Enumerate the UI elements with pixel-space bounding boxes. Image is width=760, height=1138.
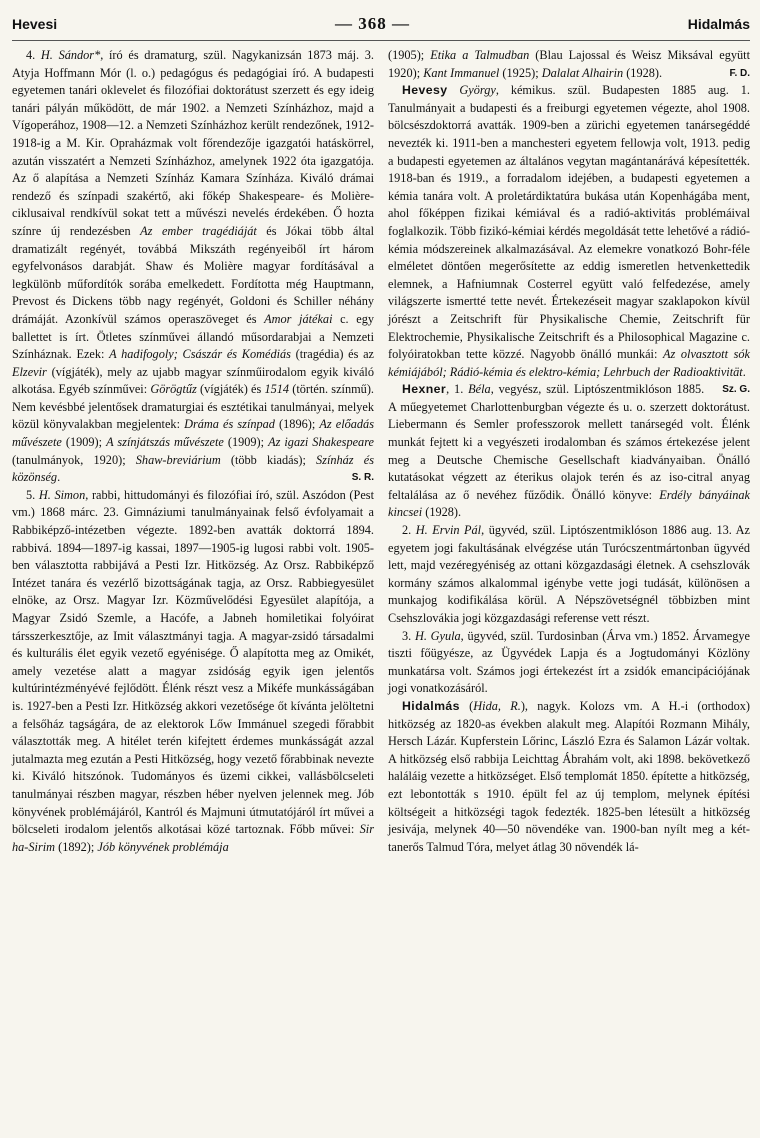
italic-text: A színjátszás művészete <box>106 435 224 450</box>
italic-text: H. Gyula <box>414 628 461 643</box>
italic-text: Dalalat Alhairin <box>541 65 624 80</box>
italic-text: Hida, R. <box>473 698 521 713</box>
italic-text: György <box>459 83 496 98</box>
italic-text: Sir ha-Sirim <box>12 822 374 854</box>
text-run: . <box>742 364 746 379</box>
header-right-keyword: Hidalmás <box>687 16 750 32</box>
italic-text: Jób könyvének problémája <box>97 839 229 854</box>
text-run: , író és dramaturg, szül. Nagykanizsán 1873 máj. 3. Atyja Hoffmann Mór (l. o.) pedagógus és pedagógiai író. A budapesti egyetemen tanári oklevelet és filozófiai doktorátust szerzett és egy ideig tanári pályán működött, de már 1902. a Nemzeti Színházhoz, majd a Vígoperához, 1908—12. a Nemzeti Színházhoz került rendezőnek, 1912- 1918-ig a M. Kir. Opraházmak volt főrendezője igazgatói hatáskörrel, azután visszatért a Nemzeti Színházhoz, amelynek 1922 óta igazgatója. Az ő alapítása a Nemzeti Színház Kamara Színháza. Kiváló drámai rendező és színpadi szakértő, aki főkép Shakespeare- és Molière-ciklusaival rendkívül sokat tett a művészi nevelés érdekében. Ő hozta színre új rendezésben <box>12 48 374 238</box>
italic-text: Elzevir <box>12 364 47 379</box>
text-run: (tragédia) és az <box>290 347 374 362</box>
text-run: (Blau Lajossal és Weisz Miksával együtt 1920); <box>388 48 750 80</box>
italic-text: H. Simon <box>38 487 86 502</box>
text-run: , vegyész, szül. Liptószentmiklóson 1885. A műegyetemet Charlottenburgban végezte és u. o. szerzett doktorátust. Liebermann és Semler professzorok mellett tanársegéd volt. Élénk munkát fejtett ki a vegyészeti irodalomban és számos értekezése jelent meg a Deutsche Chemische Gesellschaft kiadványaiban. Önálló kutatásokat végzett az éterikus olajok terén és az iso-citral anyag feltalálása az ő nevéhez fűződik. Önálló könyve: <box>388 382 750 502</box>
entry-paragraph <box>388 522 750 628</box>
italic-text: H. Sándor* <box>40 48 101 62</box>
text-run: . <box>57 470 61 485</box>
text-run: (történ. színmű). Nem kevésbbé jelentősek dramaturgiai és esztétikai tanulmányai, melyek közül könyvalakban megjelentek: <box>12 382 374 432</box>
italic-text: Az olvasztott sók kémiájából; Rádió-kémia és elektro-kémia; Lehrbuch der Radioaktivität <box>388 347 750 379</box>
italic-text: Színház és közönség <box>12 452 374 485</box>
entry-headword: Hevesy <box>402 83 448 98</box>
text-run: 4. <box>26 48 41 62</box>
text-run: c. egy ballettet is írt. Ötletes színművei állandó műsordarabjai a Nemzeti Színháznak. Ezek: <box>12 311 374 362</box>
page-number: — 368 — <box>334 14 410 33</box>
text-run: , rabbi, hittudományi és filozófiai író, szül. Aszódon (Pest vm.) 1868 márc. 23. Gimnáziumi tanulmányainak felső évfolyamait a Rabbiképző-intézetben végezte. 1892-ben avatták doktorrá 1894. rabbivá. 1894—1897-ig kassai, 1897—1905-ig lugosi rabbi volt. 1905-ben választotta rabbijává a Pesti Izr. Hitközség. Az Orsz. Rabbiképző Intézet tanára és vezérlő bizottságának tagja, az Orsz. Rabbiegyesület elnöke, az Orsz. Magyar Izr. Közművelődési Egyesület alapítója, a Magyar Zsidó Szemle, a Hacófe, a Jabneh homiletikai folyóirat társszerkesztője, az Imit választmányi tagja. A magyar-zsidó társadalmi és kulturális élet egyik vezető egyénisége. Ő alapította meg az Omikét, amely vezetése alatt a magyar zsidóság egyik igen jelentős kultúrintézményévé fejlődött. Élénk részt vesz a Mikéfe munkásságában is. 1927-ben a Pesti Izr. Hitközség akkori vezetősége őt kívánta jelöltetni a felsőház tagságára, de az elektorok Lőw Immánuel szegedi főrabbit választották meg. A hitélet terén kifejtett érdemes munkásságát azzal jutalmazta meg ezután a Pesti Hitközség, hogy vezető főrabbinak nevezte ki. Kiváló hitszónok. Tudományos és üzemi cikkei, vallásbölcseleti tanulmányai részben magyar, részben héber nyelven jelennek meg. Jób könyvének problémájáról, Kantról és Majmuni útmutatójáról írt művei a bölcseleti irodalom jelentős alkotásai közé tartoznak. Főbb művei: <box>12 487 374 837</box>
italic-text: A hadifogoly; Császár és Komédiás <box>109 347 291 362</box>
italic-text: Amor játékai <box>264 311 333 326</box>
italic-text: Az igazi Shakespeare <box>268 435 374 450</box>
text-run: (vígjáték) és <box>196 382 265 397</box>
text-run: (több kiadás); <box>220 452 317 467</box>
text-run: és Jókai több által dramatizált regényét, továbbá Mikszáth regényeiből írt három egyfelvonásos darabját. Shaw és Molière magyar fordításával a legkülönb műfordítók sorába emelkedett. Fordította még Hauptmann, Prevost és Dickens több nagy regényét, Goldoni és Schiller néhány drámáját. Azonkívül számos operaszöveget és <box>12 223 374 326</box>
text-run: (1909); <box>223 435 269 450</box>
text-run: (1905); <box>388 48 431 62</box>
italic-text: Dráma és színpad <box>184 417 275 432</box>
italic-text: Görögtűz <box>150 382 197 397</box>
italic-text: Az előadás művészete <box>12 417 374 450</box>
text-run: , 1. <box>446 382 469 397</box>
text-run: (1892); <box>55 839 98 854</box>
text-run: (1896); <box>274 417 320 432</box>
text-run: (1925); <box>499 65 542 80</box>
entry-paragraph <box>388 47 750 82</box>
entry-headword: Hexner <box>402 382 447 397</box>
italic-text: Etika a Talmudban <box>430 48 530 62</box>
running-head <box>12 14 750 41</box>
right-column <box>388 47 750 856</box>
entry-paragraph <box>12 47 374 487</box>
italic-text: H. Ervin Pál <box>415 523 482 538</box>
text-run: 3. <box>402 628 415 643</box>
italic-text: Béla <box>468 382 491 397</box>
text-run: 2. <box>402 523 416 538</box>
text-run: 5. <box>26 487 39 502</box>
italic-text: Az ember tragédiáját <box>140 223 257 238</box>
text-run: (1909); <box>61 435 107 450</box>
left-column <box>12 47 374 856</box>
entry-paragraph <box>388 381 750 522</box>
text-run: (1928). <box>623 65 663 80</box>
header-left-keyword: Hevesi <box>12 16 58 32</box>
text-run: , ügyvéd, szül. Liptószentmiklóson 1886 aug. 13. Az egyetem jogi fakultásának elvégzése után Turócszentmártonban ügyvéd lett, majd vezéregyéniség az ottani közgazdasági életnek. A csehszlovák kormány számos alkalommal igénybe vette jogi tudását, különösen a munkajog kodifikálása körül. A Népszövetségnél többizben mint Csehszlovákia jogi közgazdasági referense vett részt. <box>388 523 751 625</box>
text-run <box>447 83 459 97</box>
entry-paragraph <box>388 698 750 856</box>
entry-paragraph <box>388 628 750 698</box>
entry-paragraph <box>12 487 374 856</box>
text-run: (vígjáték), mely az ujabb magyar színműirodalom egyik kiváló alkotása. Egyéb színművei: <box>12 364 374 397</box>
text-run: , ügyvéd, szül. Turdosinban (Árva vm.) 1852. Árvamegye tiszti főügyésze, az Ügyvédek Lapja és a Jogtudományi Közlöny munkatársa volt. Számos jogi értekezést írt a zsidók emancipációjának jogi vonatkozásáról. <box>388 628 750 696</box>
text-run: , kémikus. szül. Budapesten 1885 aug. 1. Tanulmányait a budapesti és a freiburgi egyetemen végezte, ahol 1908. bölcsészdoktorrá avatták. 1909-ben a zürichi egyetemen tanársegéddé nevezték ki. 1911-ben a manchesteri egyetem fellowja volt, 1913. pedig a budapesti egyetemen az általános vegytan magántanárává képesítették. 1918-ban és 1919., a forradalom idejében, a budapesti egyetemen a kémia tanára volt. A proletárdiktatúra bukása után Kopenhágába ment, ahol főképpen fizikai kémiával és a radió-aktivitás problémáival foglalkozik. Több fizikó-kémiai kérdés megoldását tette lehetővé a rádió-kémia módszereinek alkalmazásával. Az elemekre vonatkozó Bohr-féle elméletet döntően megerősítette az eddig ismeretlen hetvenkettedik elemnek, a Hafniumnak Costerrel együtt való felfedezése, amely világszerte ismertté tette nevét. Értekezéseit magyar szaklapokon kívül jórészt a Zeitschrift für Physikalische Chemie, Zeitschrift für Elektrochemie, Physikalische Zeitschrift és a Philosophical Magazine c. folyóiratokban tette közzé. Nagyobb önálló munkái: <box>388 83 751 362</box>
text-run: ), nagyk. Kolozs vm. A H.-i (orthodox) hitközség az 1820-as években alakult meg. Alapítói Rozmann Mihály, Hersch Lázár. Kupferstein Lőrinc, László Ezra és Salamon Lázár voltak. A hitközség első rabbija Leichttag Ábrahám volt, aki 1898. bekövetkező haláláig vezette a hitközséget. Első templomát 1850. építette a hitközség, ezt lebontották s 1910. épült fel az új templom, melynek építési költségeit a hitközségi tagok fedezték. 1825-ben létesült a hitközség jesivája, melynek 40—50 növendéke van. 1900-ban nyílt meg a két-tanerős Talmud Tóra, melyet átlag 30 növendék lá- <box>388 698 751 854</box>
entry-headword: Hidalmás <box>402 698 460 713</box>
italic-text: 1514 <box>264 382 290 397</box>
author-signature: S. R. <box>351 472 374 484</box>
text-run: (1928). <box>422 505 462 520</box>
author-signature: Sz. G. <box>722 384 750 396</box>
italic-text: Erdély bányáinak kincsei <box>388 487 751 520</box>
italic-text: Kant Immanuel <box>423 65 500 80</box>
text-run: (tanulmányok, 1920); <box>12 452 136 467</box>
text-run: ( <box>459 698 474 713</box>
author-signature: F. D. <box>729 67 750 79</box>
italic-text: Shaw-breviárium <box>135 452 221 467</box>
